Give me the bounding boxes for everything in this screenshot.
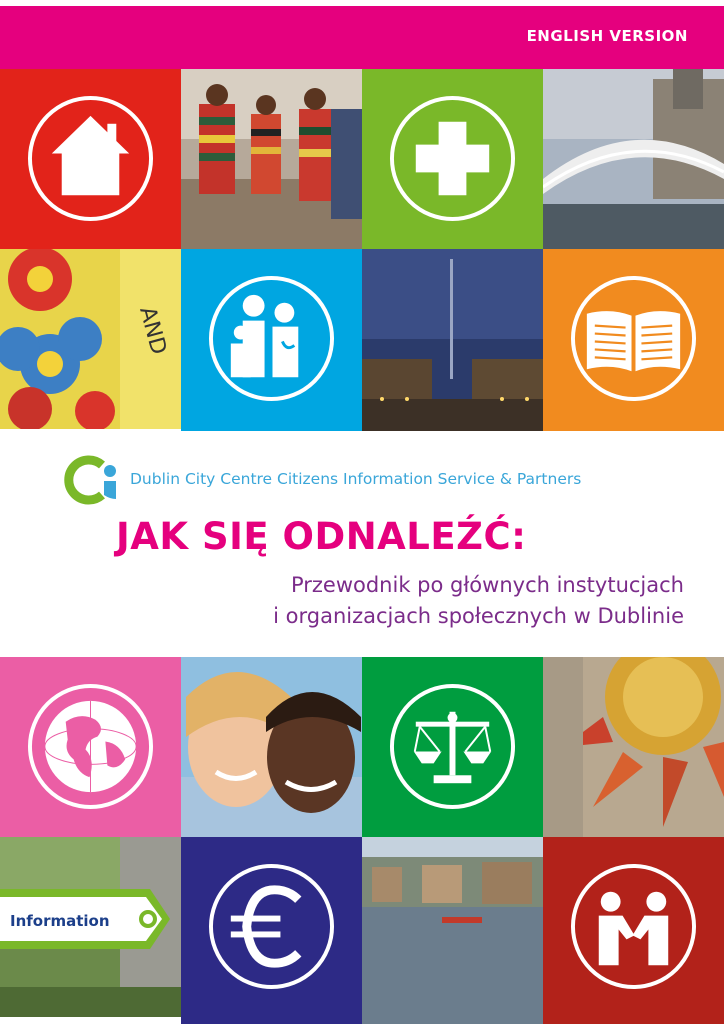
photo-information-sign [0,837,181,1017]
globe-icon [26,682,155,811]
tile-money [181,837,362,1024]
photo-dancers [181,69,362,249]
family-icon [207,274,336,403]
tile-health [362,69,543,249]
tile-family [181,249,362,431]
subtitle [273,570,684,632]
tile-education [543,249,724,431]
tile-help [543,837,724,1024]
signpost-text: Information [10,912,110,930]
language-label: ENGLISH VERSION [526,27,688,45]
open-book-icon [569,274,698,403]
photo-liffey-river [362,837,543,1024]
citizens-information-logo [62,455,120,505]
svg-text:AND: AND [134,304,171,358]
photo-bridge [543,69,724,249]
tile-housing [0,69,181,249]
top-banner [0,6,724,69]
handshake-icon [569,862,698,991]
subtitle-line-1: Przewodnik po głównych instytucjach [290,573,684,597]
photo-children [181,657,362,837]
tile-justice [362,657,543,837]
photo-mosaic-sun [543,657,724,837]
house-icon [26,94,155,223]
euro-icon [207,862,336,991]
medical-cross-icon [388,94,517,223]
title-band [0,431,724,657]
photo-spire-street [362,249,543,431]
main-title: JAK SIĘ ODNALEŹĆ: [116,515,527,558]
scales-icon [388,682,517,811]
organization-name: Dublin City Centre Citizens Information Service & Partners [130,470,582,488]
photo-mural-flowers [0,249,181,429]
tile-world [0,657,181,837]
subtitle-line-2: i organizacjach społecznych w Dublinie [273,604,684,628]
